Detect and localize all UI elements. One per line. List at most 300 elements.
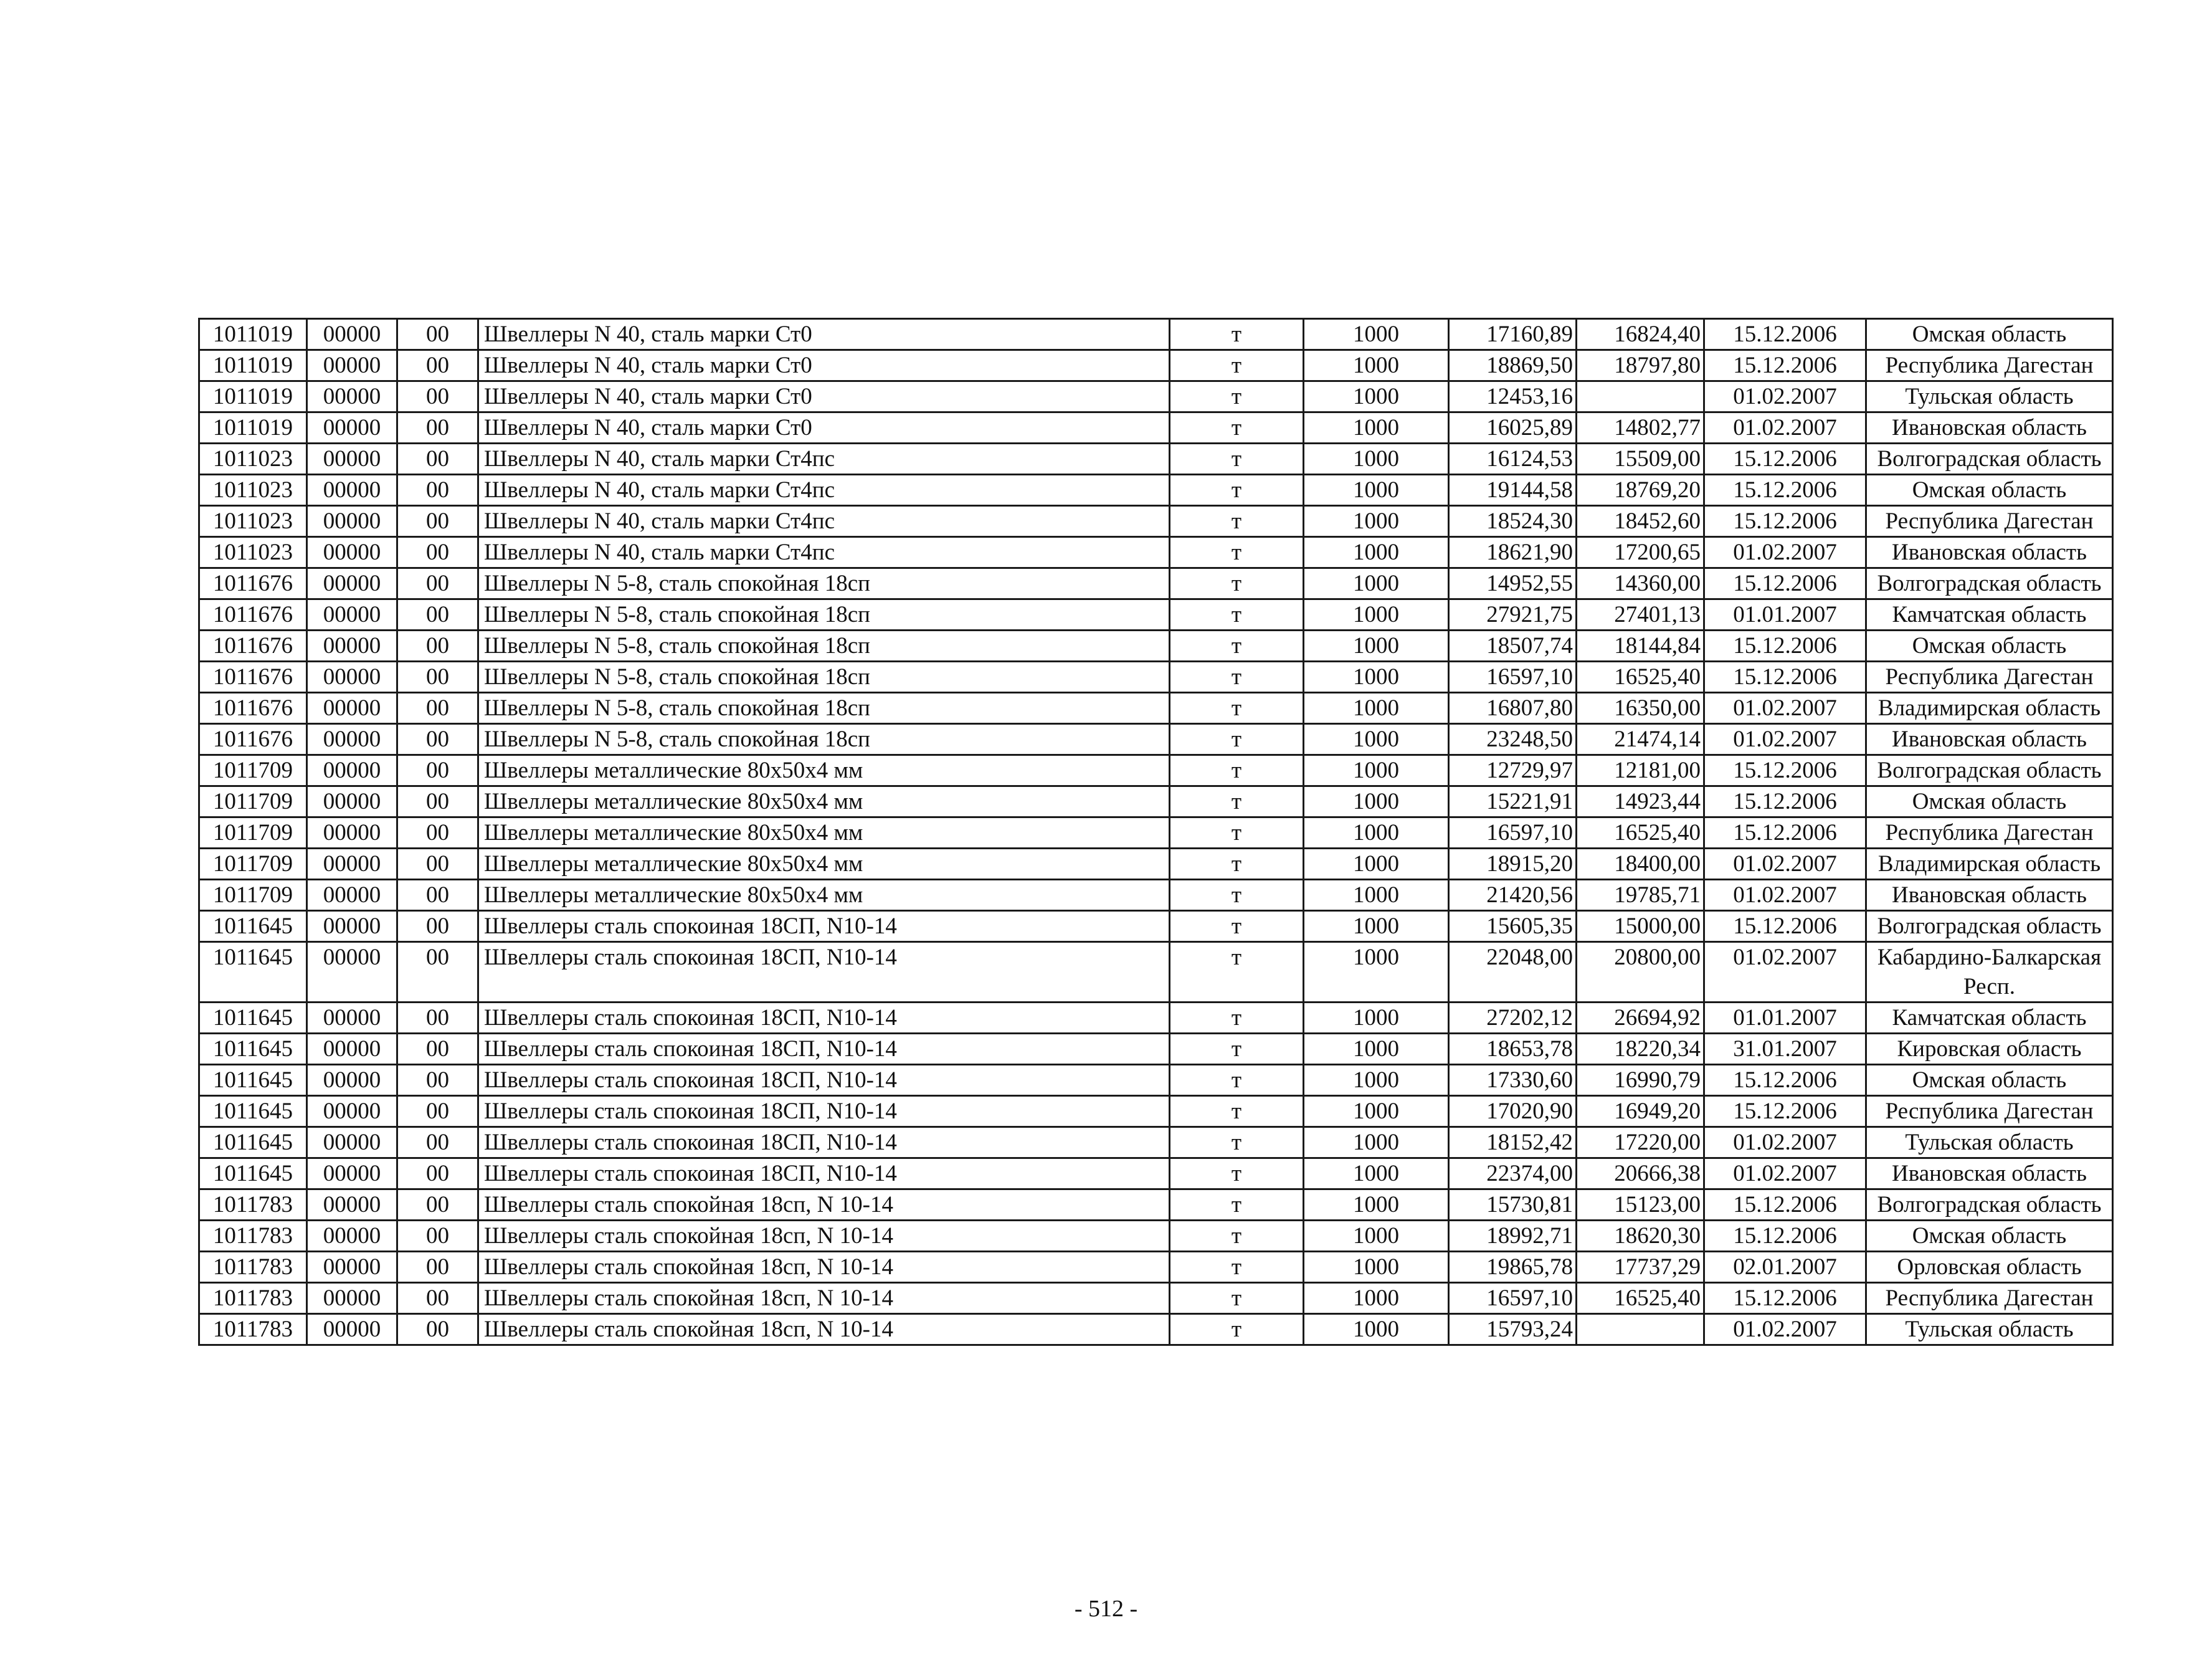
date-cell: 01.02.2007 bbox=[1704, 381, 1866, 412]
quantity-cell: 1000 bbox=[1304, 1189, 1449, 1221]
unit-cell: т bbox=[1170, 1034, 1304, 1065]
table-row bbox=[199, 506, 2113, 537]
page-number: - 512 - bbox=[1074, 1596, 1138, 1622]
table-row bbox=[199, 568, 2113, 599]
subcode-cell: 00000 bbox=[307, 381, 397, 412]
price-cell: 18524,30 bbox=[1449, 506, 1577, 537]
table-row bbox=[199, 1034, 2113, 1065]
table-row bbox=[199, 1065, 2113, 1096]
price-cell: 18869,50 bbox=[1449, 350, 1577, 381]
date-cell: 01.02.2007 bbox=[1704, 849, 1866, 880]
name-cell: Швеллеры сталь спокоиная 18СП, N10-14 bbox=[478, 1065, 1170, 1096]
region-cell: Омская область bbox=[1866, 1065, 2113, 1096]
material-code-cell: 1011676 bbox=[199, 631, 307, 662]
material-code-cell: 1011019 bbox=[199, 412, 307, 444]
subcode-cell: 00000 bbox=[307, 942, 397, 1003]
material-code-cell: 1011645 bbox=[199, 1158, 307, 1189]
unit-cell: т bbox=[1170, 568, 1304, 599]
date-cell: 15.12.2006 bbox=[1704, 755, 1866, 786]
material-code-cell: 1011645 bbox=[199, 942, 307, 1003]
name-cell: Швеллеры металлические 80x50x4 мм bbox=[478, 849, 1170, 880]
unit-cell: т bbox=[1170, 1065, 1304, 1096]
quantity-cell: 1000 bbox=[1304, 319, 1449, 350]
date-cell: 15.12.2006 bbox=[1704, 568, 1866, 599]
price-cell: 18653,78 bbox=[1449, 1034, 1577, 1065]
subcode-cell: 00000 bbox=[307, 1096, 397, 1127]
region-cell: Омская область bbox=[1866, 631, 2113, 662]
type-cell: 00 bbox=[397, 1034, 478, 1065]
price-alt-cell: 16824,40 bbox=[1577, 319, 1704, 350]
price-cell: 18507,74 bbox=[1449, 631, 1577, 662]
price-cell: 27202,12 bbox=[1449, 1003, 1577, 1034]
region-cell: Республика Дагестан bbox=[1866, 506, 2113, 537]
price-alt-cell: 14923,44 bbox=[1577, 786, 1704, 817]
unit-cell: т bbox=[1170, 755, 1304, 786]
date-cell: 15.12.2006 bbox=[1704, 1065, 1866, 1096]
region-cell: Тульская область bbox=[1866, 1127, 2113, 1158]
type-cell: 00 bbox=[397, 849, 478, 880]
date-cell: 15.12.2006 bbox=[1704, 506, 1866, 537]
subcode-cell: 00000 bbox=[307, 1158, 397, 1189]
date-cell: 15.12.2006 bbox=[1704, 1189, 1866, 1221]
unit-cell: т bbox=[1170, 475, 1304, 506]
unit-cell: т bbox=[1170, 1189, 1304, 1221]
quantity-cell: 1000 bbox=[1304, 1221, 1449, 1252]
quantity-cell: 1000 bbox=[1304, 381, 1449, 412]
quantity-cell: 1000 bbox=[1304, 568, 1449, 599]
table-row bbox=[199, 350, 2113, 381]
price-alt-cell: 18400,00 bbox=[1577, 849, 1704, 880]
region-cell: Владимирская область bbox=[1866, 693, 2113, 724]
price-alt-cell: 16350,00 bbox=[1577, 693, 1704, 724]
region-cell: Ивановская область bbox=[1866, 1158, 2113, 1189]
subcode-cell: 00000 bbox=[307, 475, 397, 506]
name-cell: Швеллеры N 5-8, сталь спокойная 18сп bbox=[478, 599, 1170, 631]
region-cell: Республика Дагестан bbox=[1866, 1283, 2113, 1314]
material-code-cell: 1011783 bbox=[199, 1314, 307, 1345]
price-alt-cell: 27401,13 bbox=[1577, 599, 1704, 631]
quantity-cell: 1000 bbox=[1304, 817, 1449, 849]
material-code-cell: 1011783 bbox=[199, 1283, 307, 1314]
name-cell: Швеллеры металлические 80x50x4 мм bbox=[478, 755, 1170, 786]
quantity-cell: 1000 bbox=[1304, 350, 1449, 381]
region-cell: Камчатская область bbox=[1866, 599, 2113, 631]
table-row bbox=[199, 1221, 2113, 1252]
price-cell: 27921,75 bbox=[1449, 599, 1577, 631]
type-cell: 00 bbox=[397, 880, 478, 911]
type-cell: 00 bbox=[397, 506, 478, 537]
subcode-cell: 00000 bbox=[307, 724, 397, 755]
price-alt-cell: 16525,40 bbox=[1577, 662, 1704, 693]
region-cell: Волгоградская область bbox=[1866, 568, 2113, 599]
table-row bbox=[199, 1252, 2113, 1283]
name-cell: Швеллеры N 5-8, сталь спокойная 18сп bbox=[478, 568, 1170, 599]
quantity-cell: 1000 bbox=[1304, 506, 1449, 537]
material-code-cell: 1011783 bbox=[199, 1189, 307, 1221]
quantity-cell: 1000 bbox=[1304, 786, 1449, 817]
type-cell: 00 bbox=[397, 755, 478, 786]
unit-cell: т bbox=[1170, 880, 1304, 911]
date-cell: 15.12.2006 bbox=[1704, 475, 1866, 506]
price-alt-cell: 17200,65 bbox=[1577, 537, 1704, 568]
date-cell: 15.12.2006 bbox=[1704, 350, 1866, 381]
material-code-cell: 1011676 bbox=[199, 693, 307, 724]
unit-cell: т bbox=[1170, 724, 1304, 755]
table-row bbox=[199, 631, 2113, 662]
material-code-cell: 1011023 bbox=[199, 475, 307, 506]
region-cell: Кабардино-Балкарская Респ. bbox=[1866, 942, 2113, 1003]
type-cell: 00 bbox=[397, 662, 478, 693]
material-code-cell: 1011645 bbox=[199, 1003, 307, 1034]
type-cell: 00 bbox=[397, 631, 478, 662]
subcode-cell: 00000 bbox=[307, 1314, 397, 1345]
table-row bbox=[199, 693, 2113, 724]
unit-cell: т bbox=[1170, 786, 1304, 817]
price-alt-cell: 26694,92 bbox=[1577, 1003, 1704, 1034]
type-cell: 00 bbox=[397, 1252, 478, 1283]
date-cell: 15.12.2006 bbox=[1704, 444, 1866, 475]
date-cell: 01.02.2007 bbox=[1704, 412, 1866, 444]
subcode-cell: 00000 bbox=[307, 1283, 397, 1314]
unit-cell: т bbox=[1170, 849, 1304, 880]
price-cell: 21420,56 bbox=[1449, 880, 1577, 911]
price-cell: 16124,53 bbox=[1449, 444, 1577, 475]
material-code-cell: 1011783 bbox=[199, 1221, 307, 1252]
date-cell: 01.02.2007 bbox=[1704, 942, 1866, 1003]
quantity-cell: 1000 bbox=[1304, 693, 1449, 724]
type-cell: 00 bbox=[397, 1189, 478, 1221]
table-row bbox=[199, 911, 2113, 942]
table-row bbox=[199, 1096, 2113, 1127]
name-cell: Швеллеры металлические 80x50x4 мм bbox=[478, 880, 1170, 911]
name-cell: Швеллеры металлические 80x50x4 мм bbox=[478, 817, 1170, 849]
name-cell: Швеллеры N 40, сталь марки Ст0 bbox=[478, 350, 1170, 381]
unit-cell: т bbox=[1170, 942, 1304, 1003]
date-cell: 01.02.2007 bbox=[1704, 1314, 1866, 1345]
unit-cell: т bbox=[1170, 662, 1304, 693]
unit-cell: т bbox=[1170, 537, 1304, 568]
name-cell: Швеллеры сталь спокоиная 18СП, N10-14 bbox=[478, 942, 1170, 1003]
date-cell: 15.12.2006 bbox=[1704, 817, 1866, 849]
subcode-cell: 00000 bbox=[307, 412, 397, 444]
date-cell: 01.01.2007 bbox=[1704, 599, 1866, 631]
name-cell: Швеллеры сталь спокоиная 18СП, N10-14 bbox=[478, 911, 1170, 942]
name-cell: Швеллеры N 5-8, сталь спокойная 18сп bbox=[478, 631, 1170, 662]
table-row bbox=[199, 1127, 2113, 1158]
name-cell: Швеллеры сталь спокойная 18сп, N 10-14 bbox=[478, 1221, 1170, 1252]
price-alt-cell: 21474,14 bbox=[1577, 724, 1704, 755]
price-cell: 18621,90 bbox=[1449, 537, 1577, 568]
price-alt-cell: 18144,84 bbox=[1577, 631, 1704, 662]
quantity-cell: 1000 bbox=[1304, 537, 1449, 568]
name-cell: Швеллеры металлические 80x50x4 мм bbox=[478, 786, 1170, 817]
subcode-cell: 00000 bbox=[307, 849, 397, 880]
name-cell: Швеллеры N 40, сталь марки Ст4пс bbox=[478, 475, 1170, 506]
unit-cell: т bbox=[1170, 599, 1304, 631]
price-cell: 12729,97 bbox=[1449, 755, 1577, 786]
price-alt-cell: 15000,00 bbox=[1577, 911, 1704, 942]
date-cell: 01.02.2007 bbox=[1704, 1127, 1866, 1158]
table-row bbox=[199, 1189, 2113, 1221]
name-cell: Швеллеры N 40, сталь марки Ст0 bbox=[478, 412, 1170, 444]
material-code-cell: 1011645 bbox=[199, 1096, 307, 1127]
material-code-cell: 1011709 bbox=[199, 817, 307, 849]
subcode-cell: 00000 bbox=[307, 444, 397, 475]
region-cell: Тульская область bbox=[1866, 381, 2113, 412]
subcode-cell: 00000 bbox=[307, 786, 397, 817]
region-cell: Республика Дагестан bbox=[1866, 1096, 2113, 1127]
subcode-cell: 00000 bbox=[307, 506, 397, 537]
unit-cell: т bbox=[1170, 381, 1304, 412]
price-alt-cell: 12181,00 bbox=[1577, 755, 1704, 786]
price-cell: 16807,80 bbox=[1449, 693, 1577, 724]
subcode-cell: 00000 bbox=[307, 1252, 397, 1283]
region-cell: Волгоградская область bbox=[1866, 911, 2113, 942]
table-body bbox=[199, 319, 2113, 1345]
type-cell: 00 bbox=[397, 786, 478, 817]
unit-cell: т bbox=[1170, 350, 1304, 381]
table-row bbox=[199, 537, 2113, 568]
type-cell: 00 bbox=[397, 1158, 478, 1189]
unit-cell: т bbox=[1170, 1221, 1304, 1252]
region-cell: Владимирская область bbox=[1866, 849, 2113, 880]
price-alt-cell: 16949,20 bbox=[1577, 1096, 1704, 1127]
region-cell: Ивановская область bbox=[1866, 880, 2113, 911]
price-cell: 18992,71 bbox=[1449, 1221, 1577, 1252]
date-cell: 15.12.2006 bbox=[1704, 911, 1866, 942]
price-alt-cell: 17220,00 bbox=[1577, 1127, 1704, 1158]
price-cell: 16597,10 bbox=[1449, 1283, 1577, 1314]
quantity-cell: 1000 bbox=[1304, 942, 1449, 1003]
name-cell: Швеллеры N 5-8, сталь спокойная 18сп bbox=[478, 662, 1170, 693]
subcode-cell: 00000 bbox=[307, 880, 397, 911]
material-code-cell: 1011676 bbox=[199, 724, 307, 755]
region-cell: Волгоградская область bbox=[1866, 1189, 2113, 1221]
region-cell: Камчатская область bbox=[1866, 1003, 2113, 1034]
price-cell: 15605,35 bbox=[1449, 911, 1577, 942]
price-cell: 22374,00 bbox=[1449, 1158, 1577, 1189]
unit-cell: т bbox=[1170, 1252, 1304, 1283]
unit-cell: т bbox=[1170, 1003, 1304, 1034]
type-cell: 00 bbox=[397, 1127, 478, 1158]
name-cell: Швеллеры сталь спокоиная 18СП, N10-14 bbox=[478, 1096, 1170, 1127]
price-cell: 22048,00 bbox=[1449, 942, 1577, 1003]
type-cell: 00 bbox=[397, 693, 478, 724]
price-alt-cell: 18797,80 bbox=[1577, 350, 1704, 381]
name-cell: Швеллеры сталь спокоиная 18СП, N10-14 bbox=[478, 1127, 1170, 1158]
date-cell: 15.12.2006 bbox=[1704, 662, 1866, 693]
price-cell: 19865,78 bbox=[1449, 1252, 1577, 1283]
price-alt-cell: 19785,71 bbox=[1577, 880, 1704, 911]
price-alt-cell: 16525,40 bbox=[1577, 817, 1704, 849]
unit-cell: т bbox=[1170, 319, 1304, 350]
material-code-cell: 1011709 bbox=[199, 755, 307, 786]
price-alt-cell: 16525,40 bbox=[1577, 1283, 1704, 1314]
price-alt-cell: 15123,00 bbox=[1577, 1189, 1704, 1221]
name-cell: Швеллеры N 40, сталь марки Ст4пс bbox=[478, 537, 1170, 568]
table-row bbox=[199, 599, 2113, 631]
table-row bbox=[199, 1283, 2113, 1314]
type-cell: 00 bbox=[397, 319, 478, 350]
unit-cell: т bbox=[1170, 1096, 1304, 1127]
price-cell: 18152,42 bbox=[1449, 1127, 1577, 1158]
table-row bbox=[199, 381, 2113, 412]
type-cell: 00 bbox=[397, 537, 478, 568]
type-cell: 00 bbox=[397, 568, 478, 599]
quantity-cell: 1000 bbox=[1304, 412, 1449, 444]
name-cell: Швеллеры сталь спокоиная 18СП, N10-14 bbox=[478, 1034, 1170, 1065]
type-cell: 00 bbox=[397, 350, 478, 381]
type-cell: 00 bbox=[397, 911, 478, 942]
table-row bbox=[199, 444, 2113, 475]
price-alt-cell: 17737,29 bbox=[1577, 1252, 1704, 1283]
table-row bbox=[199, 475, 2113, 506]
price-cell: 23248,50 bbox=[1449, 724, 1577, 755]
name-cell: Швеллеры N 40, сталь марки Ст0 bbox=[478, 319, 1170, 350]
price-cell: 12453,16 bbox=[1449, 381, 1577, 412]
price-alt-cell: 20800,00 bbox=[1577, 942, 1704, 1003]
name-cell: Швеллеры N 40, сталь марки Ст0 bbox=[478, 381, 1170, 412]
subcode-cell: 00000 bbox=[307, 662, 397, 693]
type-cell: 00 bbox=[397, 475, 478, 506]
quantity-cell: 1000 bbox=[1304, 1034, 1449, 1065]
price-alt-cell: 18769,20 bbox=[1577, 475, 1704, 506]
price-alt-cell: 15509,00 bbox=[1577, 444, 1704, 475]
date-cell: 15.12.2006 bbox=[1704, 631, 1866, 662]
name-cell: Швеллеры N 40, сталь марки Ст4пс bbox=[478, 506, 1170, 537]
date-cell: 01.02.2007 bbox=[1704, 724, 1866, 755]
material-code-cell: 1011019 bbox=[199, 319, 307, 350]
unit-cell: т bbox=[1170, 412, 1304, 444]
quantity-cell: 1000 bbox=[1304, 849, 1449, 880]
name-cell: Швеллеры сталь спокоиная 18СП, N10-14 bbox=[478, 1003, 1170, 1034]
region-cell: Ивановская область bbox=[1866, 412, 2113, 444]
quantity-cell: 1000 bbox=[1304, 475, 1449, 506]
type-cell: 00 bbox=[397, 1096, 478, 1127]
material-code-cell: 1011023 bbox=[199, 537, 307, 568]
price-cell: 19144,58 bbox=[1449, 475, 1577, 506]
quantity-cell: 1000 bbox=[1304, 1283, 1449, 1314]
price-cell: 14952,55 bbox=[1449, 568, 1577, 599]
type-cell: 00 bbox=[397, 412, 478, 444]
type-cell: 00 bbox=[397, 817, 478, 849]
unit-cell: т bbox=[1170, 1127, 1304, 1158]
subcode-cell: 00000 bbox=[307, 817, 397, 849]
quantity-cell: 1000 bbox=[1304, 631, 1449, 662]
table-row bbox=[199, 849, 2113, 880]
price-alt-cell: 16990,79 bbox=[1577, 1065, 1704, 1096]
type-cell: 00 bbox=[397, 724, 478, 755]
name-cell: Швеллеры сталь спокоиная 18СП, N10-14 bbox=[478, 1158, 1170, 1189]
quantity-cell: 1000 bbox=[1304, 880, 1449, 911]
subcode-cell: 00000 bbox=[307, 1034, 397, 1065]
region-cell: Республика Дагестан bbox=[1866, 350, 2113, 381]
subcode-cell: 00000 bbox=[307, 568, 397, 599]
name-cell: Швеллеры сталь спокойная 18сп, N 10-14 bbox=[478, 1252, 1170, 1283]
region-cell: Ивановская область bbox=[1866, 724, 2113, 755]
type-cell: 00 bbox=[397, 942, 478, 1003]
type-cell: 00 bbox=[397, 1314, 478, 1345]
type-cell: 00 bbox=[397, 1221, 478, 1252]
subcode-cell: 00000 bbox=[307, 537, 397, 568]
quantity-cell: 1000 bbox=[1304, 1003, 1449, 1034]
material-code-cell: 1011676 bbox=[199, 599, 307, 631]
price-alt-cell: 14360,00 bbox=[1577, 568, 1704, 599]
material-code-cell: 1011023 bbox=[199, 444, 307, 475]
material-code-cell: 1011645 bbox=[199, 1034, 307, 1065]
material-code-cell: 1011019 bbox=[199, 350, 307, 381]
date-cell: 15.12.2006 bbox=[1704, 1221, 1866, 1252]
date-cell: 01.02.2007 bbox=[1704, 880, 1866, 911]
quantity-cell: 1000 bbox=[1304, 599, 1449, 631]
subcode-cell: 00000 bbox=[307, 1189, 397, 1221]
price-alt-cell: 20666,38 bbox=[1577, 1158, 1704, 1189]
price-cell: 15730,81 bbox=[1449, 1189, 1577, 1221]
price-cell: 17330,60 bbox=[1449, 1065, 1577, 1096]
date-cell: 01.01.2007 bbox=[1704, 1003, 1866, 1034]
quantity-cell: 1000 bbox=[1304, 662, 1449, 693]
date-cell: 15.12.2006 bbox=[1704, 1096, 1866, 1127]
date-cell: 15.12.2006 bbox=[1704, 786, 1866, 817]
name-cell: Швеллеры N 40, сталь марки Ст4пс bbox=[478, 444, 1170, 475]
region-cell: Республика Дагестан bbox=[1866, 662, 2113, 693]
date-cell: 15.12.2006 bbox=[1704, 1283, 1866, 1314]
quantity-cell: 1000 bbox=[1304, 1127, 1449, 1158]
price-cell: 17160,89 bbox=[1449, 319, 1577, 350]
unit-cell: т bbox=[1170, 817, 1304, 849]
table-row bbox=[199, 724, 2113, 755]
region-cell: Кировская область bbox=[1866, 1034, 2113, 1065]
type-cell: 00 bbox=[397, 1065, 478, 1096]
table-row bbox=[199, 1158, 2113, 1189]
quantity-cell: 1000 bbox=[1304, 1158, 1449, 1189]
quantity-cell: 1000 bbox=[1304, 911, 1449, 942]
type-cell: 00 bbox=[397, 1003, 478, 1034]
material-code-cell: 1011023 bbox=[199, 506, 307, 537]
unit-cell: т bbox=[1170, 1158, 1304, 1189]
table-row bbox=[199, 1003, 2113, 1034]
subcode-cell: 00000 bbox=[307, 693, 397, 724]
price-cell: 15793,24 bbox=[1449, 1314, 1577, 1345]
date-cell: 15.12.2006 bbox=[1704, 319, 1866, 350]
price-cell: 18915,20 bbox=[1449, 849, 1577, 880]
quantity-cell: 1000 bbox=[1304, 724, 1449, 755]
price-cell: 16025,89 bbox=[1449, 412, 1577, 444]
unit-cell: т bbox=[1170, 444, 1304, 475]
quantity-cell: 1000 bbox=[1304, 755, 1449, 786]
quantity-cell: 1000 bbox=[1304, 1065, 1449, 1096]
region-cell: Омская область bbox=[1866, 786, 2113, 817]
price-alt-cell bbox=[1577, 1314, 1704, 1345]
table-row bbox=[199, 880, 2113, 911]
region-cell: Волгоградская область bbox=[1866, 755, 2113, 786]
region-cell: Орловская область bbox=[1866, 1252, 2113, 1283]
name-cell: Швеллеры сталь спокойная 18сп, N 10-14 bbox=[478, 1189, 1170, 1221]
table-row bbox=[199, 755, 2113, 786]
price-cell: 16597,10 bbox=[1449, 662, 1577, 693]
price-alt-cell: 18620,30 bbox=[1577, 1221, 1704, 1252]
subcode-cell: 00000 bbox=[307, 911, 397, 942]
material-code-cell: 1011645 bbox=[199, 911, 307, 942]
date-cell: 02.01.2007 bbox=[1704, 1252, 1866, 1283]
price-alt-cell: 18452,60 bbox=[1577, 506, 1704, 537]
date-cell: 01.02.2007 bbox=[1704, 1158, 1866, 1189]
subcode-cell: 00000 bbox=[307, 1065, 397, 1096]
table-row bbox=[199, 942, 2113, 1003]
material-code-cell: 1011676 bbox=[199, 662, 307, 693]
region-cell: Омская область bbox=[1866, 319, 2113, 350]
name-cell: Швеллеры сталь спокойная 18сп, N 10-14 bbox=[478, 1314, 1170, 1345]
